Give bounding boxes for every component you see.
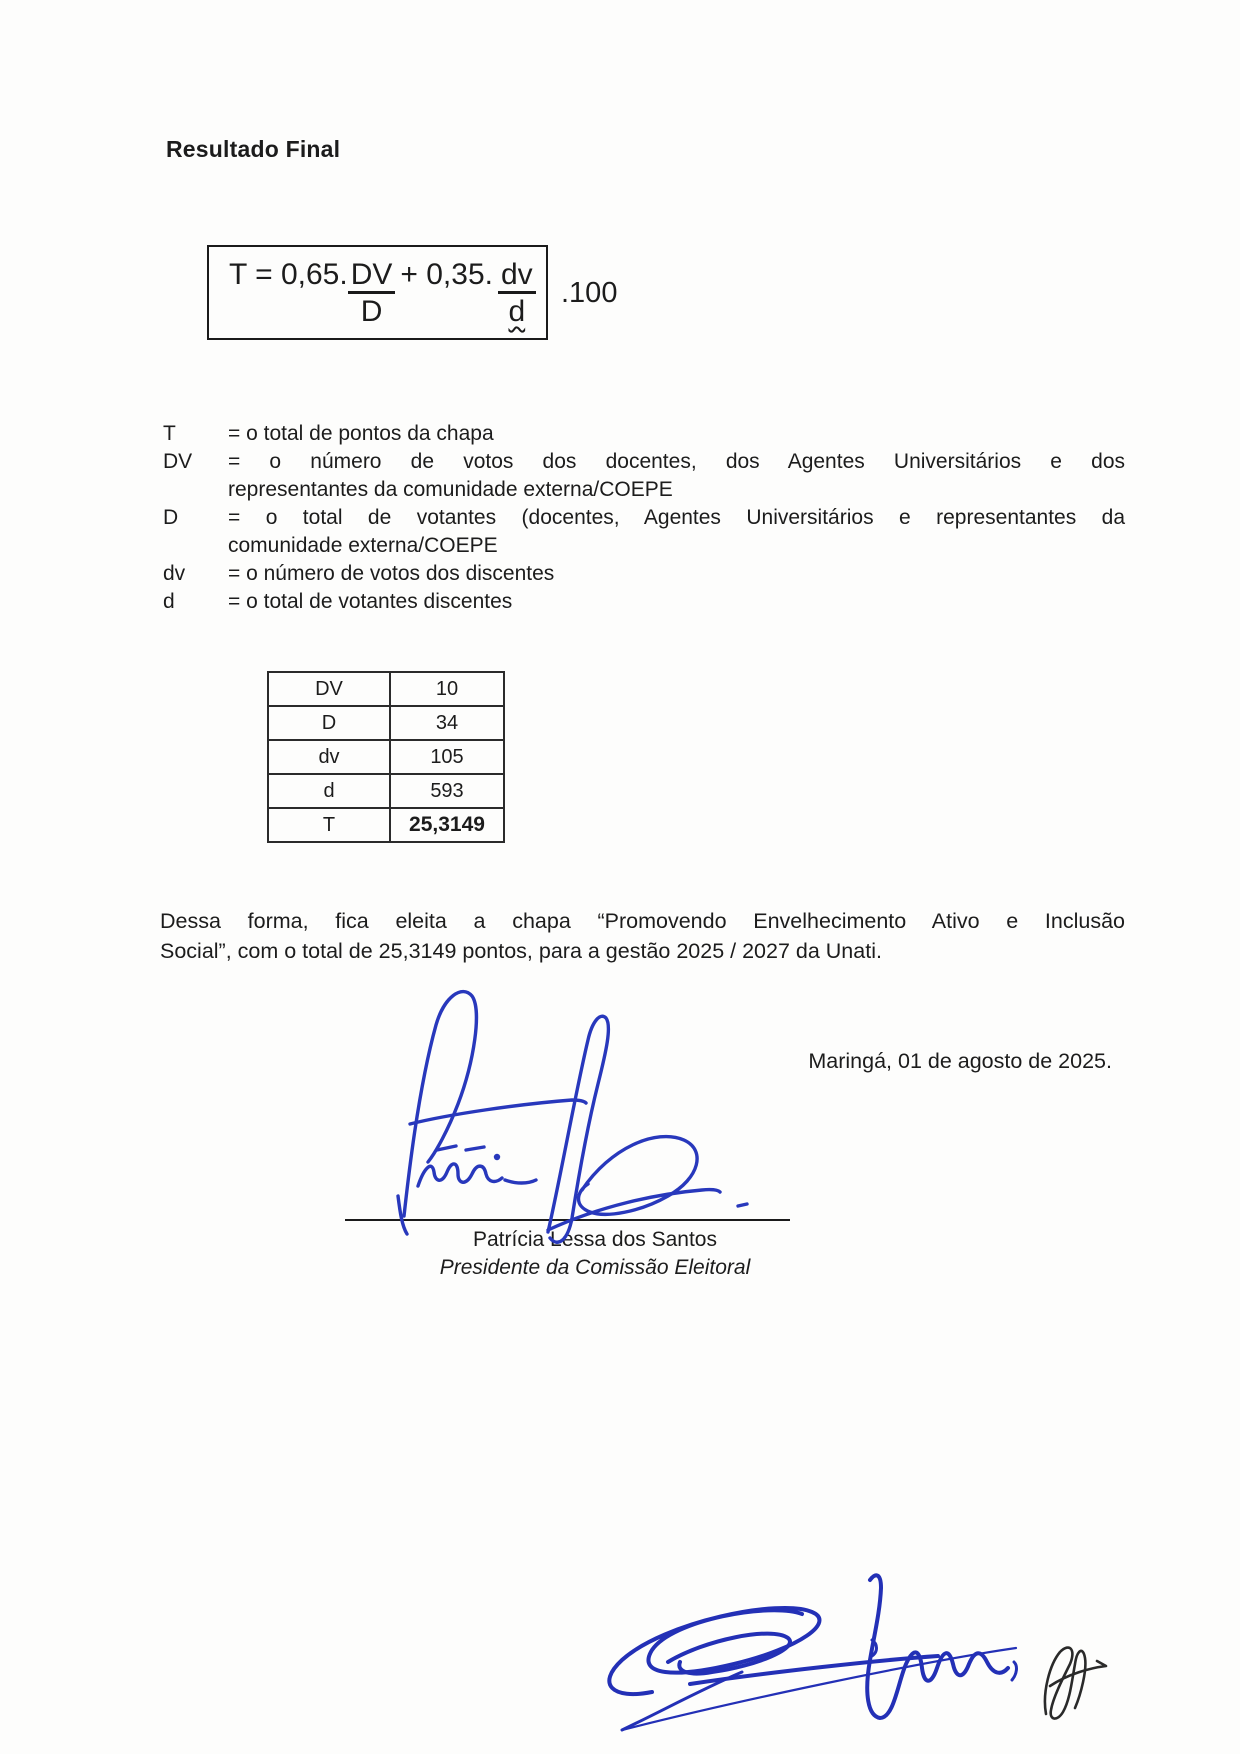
- signature-block: [345, 1226, 845, 1282]
- table-row: [268, 706, 504, 740]
- signer-name: Patrícia Lessa dos Santos: [473, 1228, 717, 1251]
- table-row: [268, 672, 504, 706]
- definition-text-line2: representantes da comunidade externa/COEPE: [228, 478, 673, 501]
- definition-text: = o número de votos dos discentes: [228, 562, 555, 585]
- formula-multiplier: .100: [561, 277, 618, 309]
- definitions-list: [163, 420, 1125, 616]
- table-cell-value: 105: [390, 740, 504, 774]
- definition-term: d: [163, 590, 175, 613]
- definition-term: D: [163, 506, 179, 529]
- table-cell-value: 593: [390, 774, 504, 808]
- table-cell-label: dv: [268, 740, 390, 774]
- definition-term: dv: [163, 562, 186, 585]
- definition-term: T: [163, 422, 176, 445]
- formula-box: [207, 245, 548, 340]
- closing-line1: Dessa forma, fica eleita a chapa “Promovendo Envelhecimento Ativo e Inclusão: [160, 909, 1125, 933]
- definition-text-line1: = o total de votantes (docentes, Agentes Universitários e representantes da: [228, 506, 1125, 529]
- definition-row-D: [163, 504, 1125, 560]
- definition-text: = o total de votantes discentes: [228, 590, 513, 613]
- date-line: Maringá, 01 de agosto de 2025.: [808, 1049, 1112, 1073]
- formula-expression: [229, 258, 536, 328]
- table-cell-value: 34: [390, 706, 504, 740]
- closing-paragraph: [160, 906, 1125, 966]
- president-signature-icon: [398, 992, 747, 1243]
- definition-row-DV: [163, 448, 1125, 504]
- signature-rule: [345, 1219, 790, 1221]
- table-cell-label: DV: [268, 672, 390, 706]
- definition-text-line2: comunidade externa/COEPE: [228, 534, 498, 557]
- signer-title: Presidente da Comissão Eleitoral: [439, 1256, 751, 1279]
- table-row-total: [268, 808, 504, 842]
- definition-text-line1: = o número de votos dos docentes, dos Agentes Universitários e dos: [228, 450, 1125, 473]
- initials-mark-icon: [1045, 1648, 1106, 1719]
- table-cell-value: 10: [390, 672, 504, 706]
- table-row: [268, 740, 504, 774]
- table-cell-label: T: [268, 808, 390, 842]
- fraction-dv-over-d-lower: [498, 259, 536, 328]
- formula-middle-term: + 0,35.: [400, 257, 493, 291]
- fraction-denominator: d: [508, 295, 526, 328]
- definition-text: = o total de pontos da chapa: [228, 422, 494, 445]
- definition-row-d: [163, 588, 1125, 616]
- fraction-dv-over-d: [348, 259, 396, 328]
- table-cell-label: d: [268, 774, 390, 808]
- formula-lhs: T = 0,65.: [229, 257, 348, 291]
- fraction-denominator: D: [360, 295, 383, 328]
- closing-line2: Social”, com o total de 25,3149 pontos, para a gestão 2025 / 2027 da Unati.: [160, 939, 882, 963]
- bottom-signature-icon: [609, 1575, 1016, 1730]
- definition-row-dv: [163, 560, 1125, 588]
- definition-term: DV: [163, 450, 193, 473]
- page-title: Resultado Final: [166, 136, 341, 162]
- table-row: [268, 774, 504, 808]
- definition-row-T: [163, 420, 1125, 448]
- table-cell-total-value: 25,3149: [390, 808, 504, 842]
- values-table: [267, 671, 505, 843]
- fraction-numerator: dv: [498, 259, 536, 295]
- table-cell-label: D: [268, 706, 390, 740]
- fraction-numerator: DV: [348, 259, 396, 295]
